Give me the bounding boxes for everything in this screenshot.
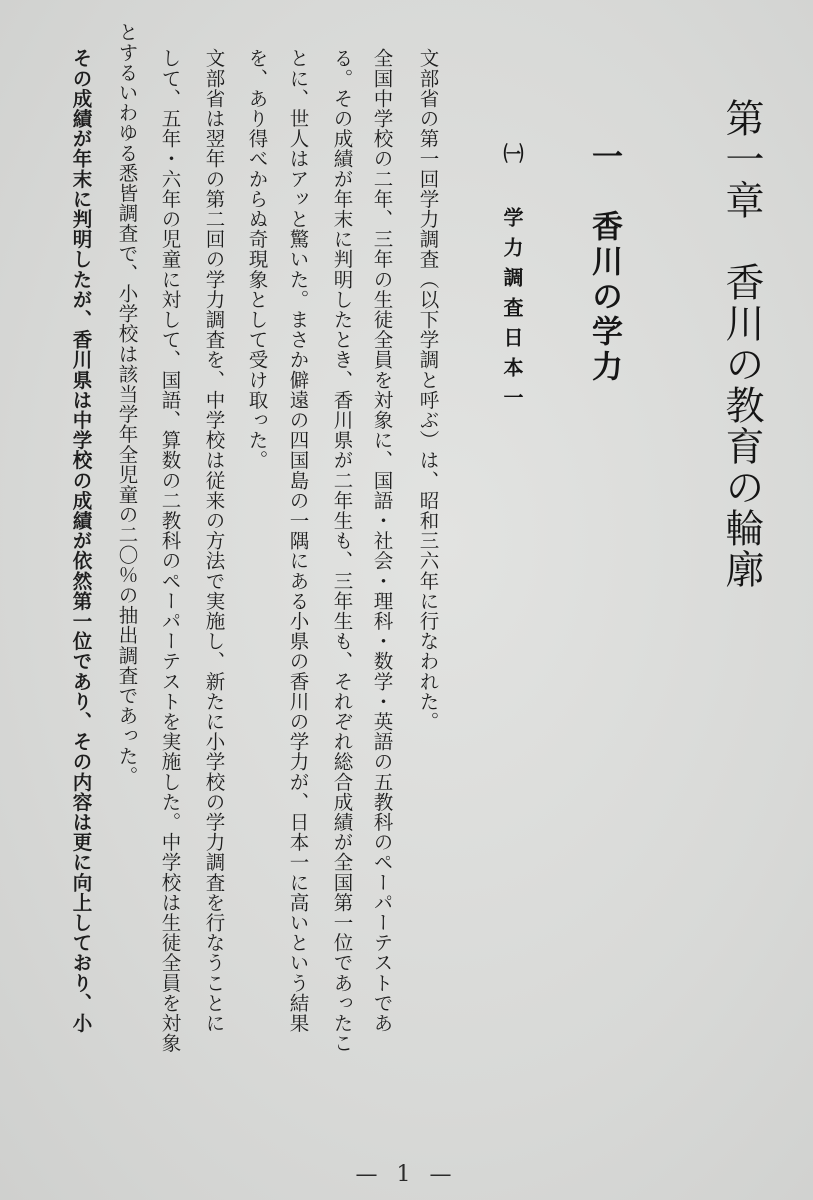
page-number: — 1 —: [355, 1162, 458, 1187]
body-column: とするいわゆる悉皆調査で、小学校は該当学年全児童の二〇％の抽出調査であった。: [115, 22, 139, 786]
body-column: その成績が年末に判明したが、香川県は中学校の成績が依然第一位であり、その内容は更に向上しており、小: [69, 48, 93, 1033]
chapter-title: 第一章 香川の教育の輪廓: [719, 98, 764, 590]
body-column: 文部省の第一回学力調査（以下学調と呼ぶ）は、昭和三六年に行なわれた。: [416, 48, 440, 732]
body-column: 文部省は翌年の第二回の学力調査を、中学校は従来の方法で実施し、新たに小学校の学力調査を行なうことに: [202, 48, 226, 1033]
body-column: とに、世人はアッと驚いた。まさか僻遠の四国島の一隅にある小県の香川の学力が、日本一に高いという結果: [286, 48, 310, 1033]
subsection-heading: ㈠ 学力調査日本一: [500, 143, 524, 417]
body-column: る。その成績が年末に判明したとき、香川県が二年生も、三年生も、それぞれ総合成績が全国第一位であったこ: [330, 48, 354, 1053]
body-column: を、あり得べからぬ奇現象として受け取った。: [245, 48, 269, 471]
body-column: 全国中学校の二年、三年の生徒全員を対象に、国語・社会・理科・数学・英語の五教科のペーパーテストであ: [370, 48, 394, 1033]
body-column: して、五年・六年の児童に対して、国語、算数の二教科のペーパーテストを実施した。中学校は生徒全員を対象: [158, 48, 182, 1053]
section-heading: 一 香川の学力: [586, 140, 622, 385]
